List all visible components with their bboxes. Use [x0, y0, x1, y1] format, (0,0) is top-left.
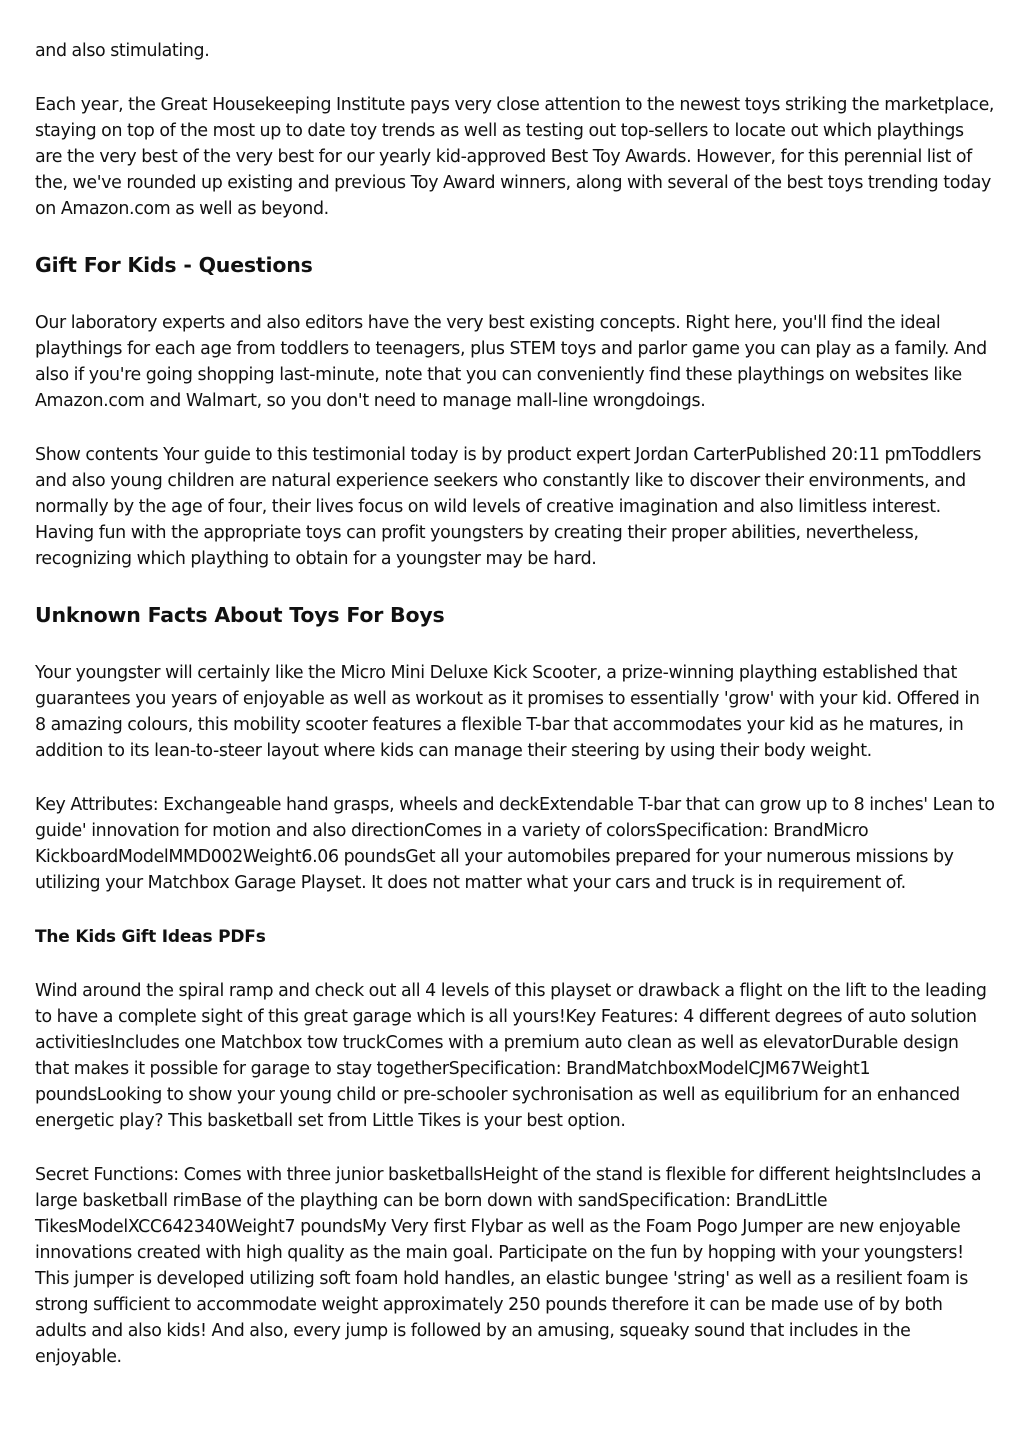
- paragraph-intro-tail: and also stimulating.: [35, 41, 210, 61]
- heading-gift-for-kids: Gift For Kids - Questions: [35, 253, 313, 277]
- paragraph-key-attributes: Key Attributes: Exchangeable hand grasps, wheels and deckExtendable T-bar that can grow up to 8 inches' Lean to guide' innovation for motion and also directionComes in a variety of colorsSpecification: BrandMicro KickboardModelMMD002Weight6.06 poundsGet all your automobiles prepared for your numerous missions by utilizing your Matchbox Garage Playset. It does not matter what your cars and truck is in requirement of.: [35, 795, 995, 893]
- paragraph-housekeeping-institute: Each year, the Great Housekeeping Institute pays very close attention to the newest toys striking the marketplace, staying on top of the most up to date toy trends as well as testing out top-sellers to locate out which playthings are the very best of the very best for our yearly kid-approved Best Toy Awards. However, for this perennial list of the, we've rounded up existing and previous Toy Award winners, along with several of the best toys trending today on Amazon.com as well as beyond.: [35, 95, 995, 219]
- paragraph-secret-functions: Secret Functions: Comes with three junior basketballsHeight of the stand is flexible for different heightsIncludes a large basketball rimBase of the plaything can be born down with sandSpecification: BrandLittle TikesModelXCC642340Weight7 poundsMy Very first Flybar as well as the Foam Pogo Jumper are new enjoyable innovations created with high quality as the main goal. Participate on the fun by hopping with your youngsters! This jumper is developed utilizing soft foam hold handles, an elastic bungee 'string' as well as a resilient foam is strong sufficient to accommodate weight approximately 250 pounds therefore it can be made use of by both adults and also kids! And also, every jump is followed by an amusing, squeaky sound that includes in the enjoyable.: [35, 1165, 982, 1367]
- paragraph-spiral-ramp: Wind around the spiral ramp and check out all 4 levels of this playset or drawback a flight on the lift to the leading to have a complete sight of this great garage which is all yours!Key Features: 4 different degrees of auto solution activitiesIncludes one Matchbox tow truckComes with a premium auto clean as well as elevatorDurable design that makes it possible for garage to stay togetherSpecification: BrandMatchboxModelCJM67Weight1 poundsLooking to show your young child or pre-schooler sychronisation as well as equilibrium for an enhanced energetic play? This basketball set from Little Tikes is your best option.: [35, 981, 987, 1131]
- paragraph-kick-scooter: Your youngster will certainly like the Micro Mini Deluxe Kick Scooter, a prize-winning plaything established that guarantees you years of enjoyable as well as workout as it promises to essentially 'grow' with your kid. Offered in 8 amazing colours, this mobility scooter features a flexible T-bar that accommodates your kid as he matures, in addition to its lean-to-steer layout where kids can manage their steering by using their body weight.: [35, 663, 980, 761]
- paragraph-laboratory-experts: Our laboratory experts and also editors have the very best existing concepts. Right here, you'll find the ideal playthings for each age from toddlers to teenagers, plus STEM toys and parlor game you can play as a family. And also if you're going shopping last-minute, note that you can conveniently find these playthings on websites like Amazon.com and Walmart, so you don't need to manage mall-line wrongdoings.: [35, 313, 987, 411]
- heading-kids-gift-ideas: The Kids Gift Ideas PDFs: [35, 927, 266, 947]
- heading-unknown-facts: Unknown Facts About Toys For Boys: [35, 603, 445, 627]
- paragraph-show-contents: Show contents Your guide to this testimonial today is by product expert Jordan CarterPublished 20:11 pmToddlers and also young children are natural experience seekers who constantly like to discover their environments, and normally by the age of four, their lives focus on wild levels of creative imagination and also limitless interest. Having fun with the appropriate toys can profit youngsters by creating their proper abilities, nevertheless, recognizing which plaything to obtain for a youngster may be hard.: [35, 445, 982, 569]
